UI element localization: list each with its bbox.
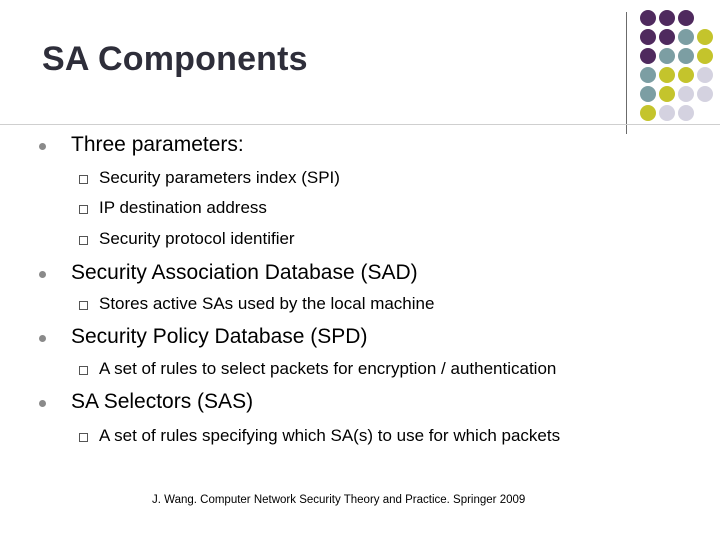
decor-dot	[678, 10, 694, 26]
decor-dot	[678, 105, 694, 121]
sub-bullet-spd-description: A set of rules to select packets for encryption / authentication	[99, 359, 557, 378]
decor-dot	[640, 105, 656, 121]
decor-dot	[678, 48, 694, 64]
decor-dot	[659, 86, 675, 102]
title-underline	[0, 124, 720, 125]
decor-dot	[678, 86, 694, 102]
decor-dot	[640, 48, 656, 64]
decor-dot	[640, 29, 656, 45]
title-vertical-divider	[626, 12, 627, 134]
decor-dot	[697, 86, 713, 102]
decor-dot	[659, 67, 675, 83]
sub-bullet-spi: Security parameters index (SPI)	[99, 168, 340, 187]
decor-dot	[640, 10, 656, 26]
sub-bullet-square	[79, 433, 88, 442]
decor-dot	[640, 86, 656, 102]
slide-title: SA Components	[42, 40, 308, 78]
decor-dot	[659, 10, 675, 26]
decor-dot	[659, 48, 675, 64]
decor-dot	[697, 29, 713, 45]
citation-footer: J. Wang. Computer Network Security Theory and Practice. Springer 2009	[152, 494, 526, 506]
sub-bullet-square	[79, 366, 88, 375]
sub-bullet-sad-description: Stores active SAs used by the local machine	[99, 294, 435, 313]
bullet-spd: Security Policy Database (SPD)	[71, 325, 368, 348]
sub-bullet-square	[79, 301, 88, 310]
bullet-dot	[39, 400, 46, 407]
decor-dot	[697, 48, 713, 64]
decor-dot	[659, 105, 675, 121]
bullet-three-parameters: Three parameters:	[71, 133, 244, 156]
decor-dot	[678, 29, 694, 45]
sub-bullet-square	[79, 175, 88, 184]
decor-dot	[697, 67, 713, 83]
sub-bullet-square	[79, 236, 88, 245]
bullet-dot	[39, 271, 46, 278]
bullet-dot	[39, 143, 46, 150]
decor-dot	[640, 67, 656, 83]
bullet-sas: SA Selectors (SAS)	[71, 390, 254, 413]
bullet-dot	[39, 335, 46, 342]
sub-bullet-protocol-identifier: Security protocol identifier	[99, 229, 295, 248]
decor-dot	[659, 29, 675, 45]
bullet-sad: Security Association Database (SAD)	[71, 261, 418, 284]
sub-bullet-ip-destination: IP destination address	[99, 198, 267, 217]
sub-bullet-sas-description: A set of rules specifying which SA(s) to use for which packets	[99, 426, 561, 445]
decor-dot	[678, 67, 694, 83]
sub-bullet-square	[79, 205, 88, 214]
